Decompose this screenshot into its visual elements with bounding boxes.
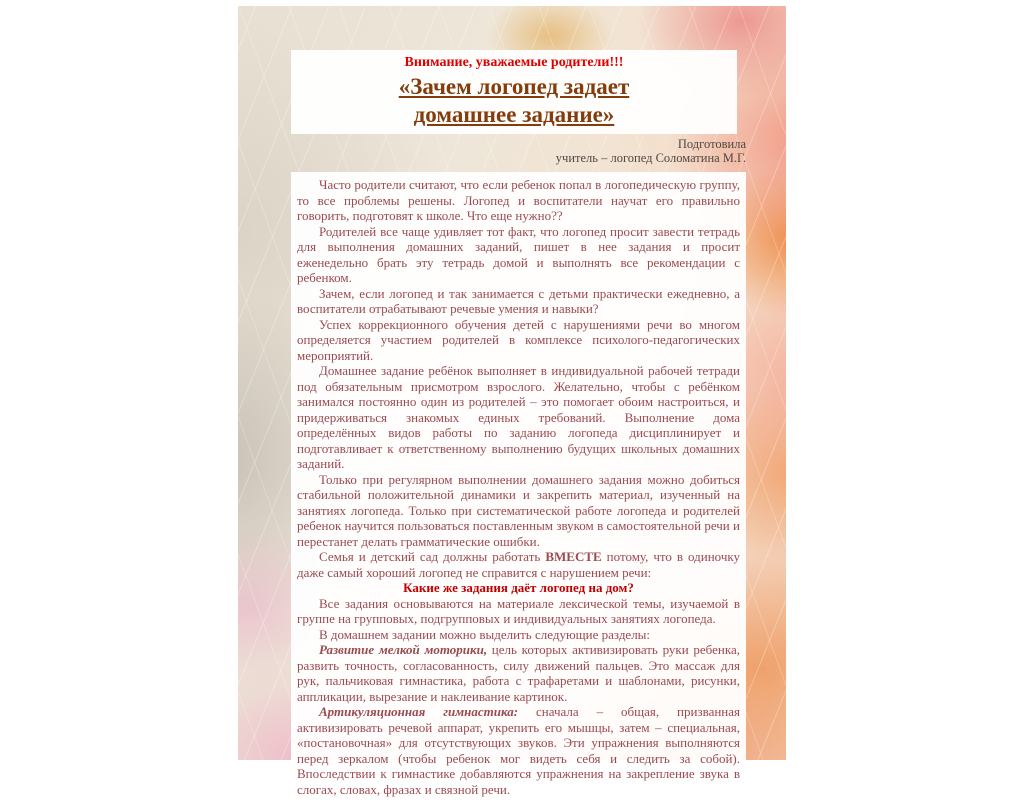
title-block [291,50,737,134]
credit-block [238,137,746,165]
paragraph-2: Родителей все чаще удивляет тот факт, что логопед просит завести тетрадь для выполнения домашних заданий, пишет в нее задания и просит еженедельно брать эту тетрадь домой и выполнять все рекомендации с ребенком. [297,223,740,285]
paragraph-9: В домашнем задании можно выделить следующие разделы: [319,626,651,642]
paragraph-1: Часто родители считают, что если ребенок попал в логопедическую группу, то все проблемы решены. Логопед и воспитатели научат его правильно говорить, подготовят к школе. Что еще нужно?? [297,177,740,223]
paragraph-4: Успех коррекционного обучения детей с нарушениями речи во многом определяется участием родителей в комплексе психолого-педагогических мероприятий. [297,316,740,363]
document-title [293,73,735,129]
paragraph-6: Только при регулярном выполнении домашнего задания можно добиться стабильной положительной динамики и закрепить материал, изученный на занятиях логопеда. Только при систематической работе логопеда и родителей ребенок научится пользоваться поставленным звуком в самостоятельной речи и перестанет делать грамматические ошибки. [297,471,740,549]
credit-line-2: учитель – логопед Соломатина М.Г. [555,151,746,165]
document-title-line-2: домашнее задание» [413,102,615,127]
paragraph-7: Семья и детский сад должны работать ВМЕСТЕ потому, что в одиночку даже самый хороший логопед не справится с нарушением речи: [297,549,740,580]
document-title-line-1: «Зачем логопед задает [398,74,630,99]
paragraph-3: Зачем, если логопед и так занимается с детьми практически ежедневно, а воспитатели отрабатывают речевые умения и навыки? [297,285,740,316]
credit-line-1: Подготовила [677,137,746,151]
paragraph-11: Артикуляционная гимнастика: сначала – общая, призванная активизировать речевой аппарат, укрепить его мышцы, затем – специальная, «постановочная» для отсутствующих звуков. Эти упражнения выполняются перед зеркалом (чтобы ребенок мог видеть себя и следить за собой). Впоследствии к гимнастике добавляются упражнения на закрепление звука в слогах, словах, фразах и связной речи. [297,704,740,797]
attention-line: Внимание, уважаемые родители!!! [404,55,624,70]
paragraph-5: Домашнее задание ребёнок выполняет в индивидуальной рабочей тетради под обязательным присмотром взрослого. Желательно, чтобы с ребёнком занимался постоянно один из родителей – это помогает обоим настроиться, и придерживаться знакомых единых требований. Выполнение дома определённых видов работы по заданию логопеда дисциплинирует и подготавливает к ответственному выполнению будущих школьных домашних заданий. [297,363,740,471]
questions-heading: Какие же задания даёт логопед на дом? [403,580,634,595]
document-body [291,172,746,805]
paragraph-8: Все задания основываются на материале лексической темы, изучаемой в группе на групповых, подгрупповых и индивидуальных занятиях логопеда. [297,595,740,626]
paragraph-10: Развитие мелкой моторики, цель которых активизировать руки ребенка, развить точность, согласованность, силу движений пальцев. Это массаж для рук, пальчиковая гимнастика, работа с трафаретами и шаблонами, рисунки, аппликации, вырезание и наклеивание картинок. [297,642,740,704]
document-photo [238,6,786,797]
